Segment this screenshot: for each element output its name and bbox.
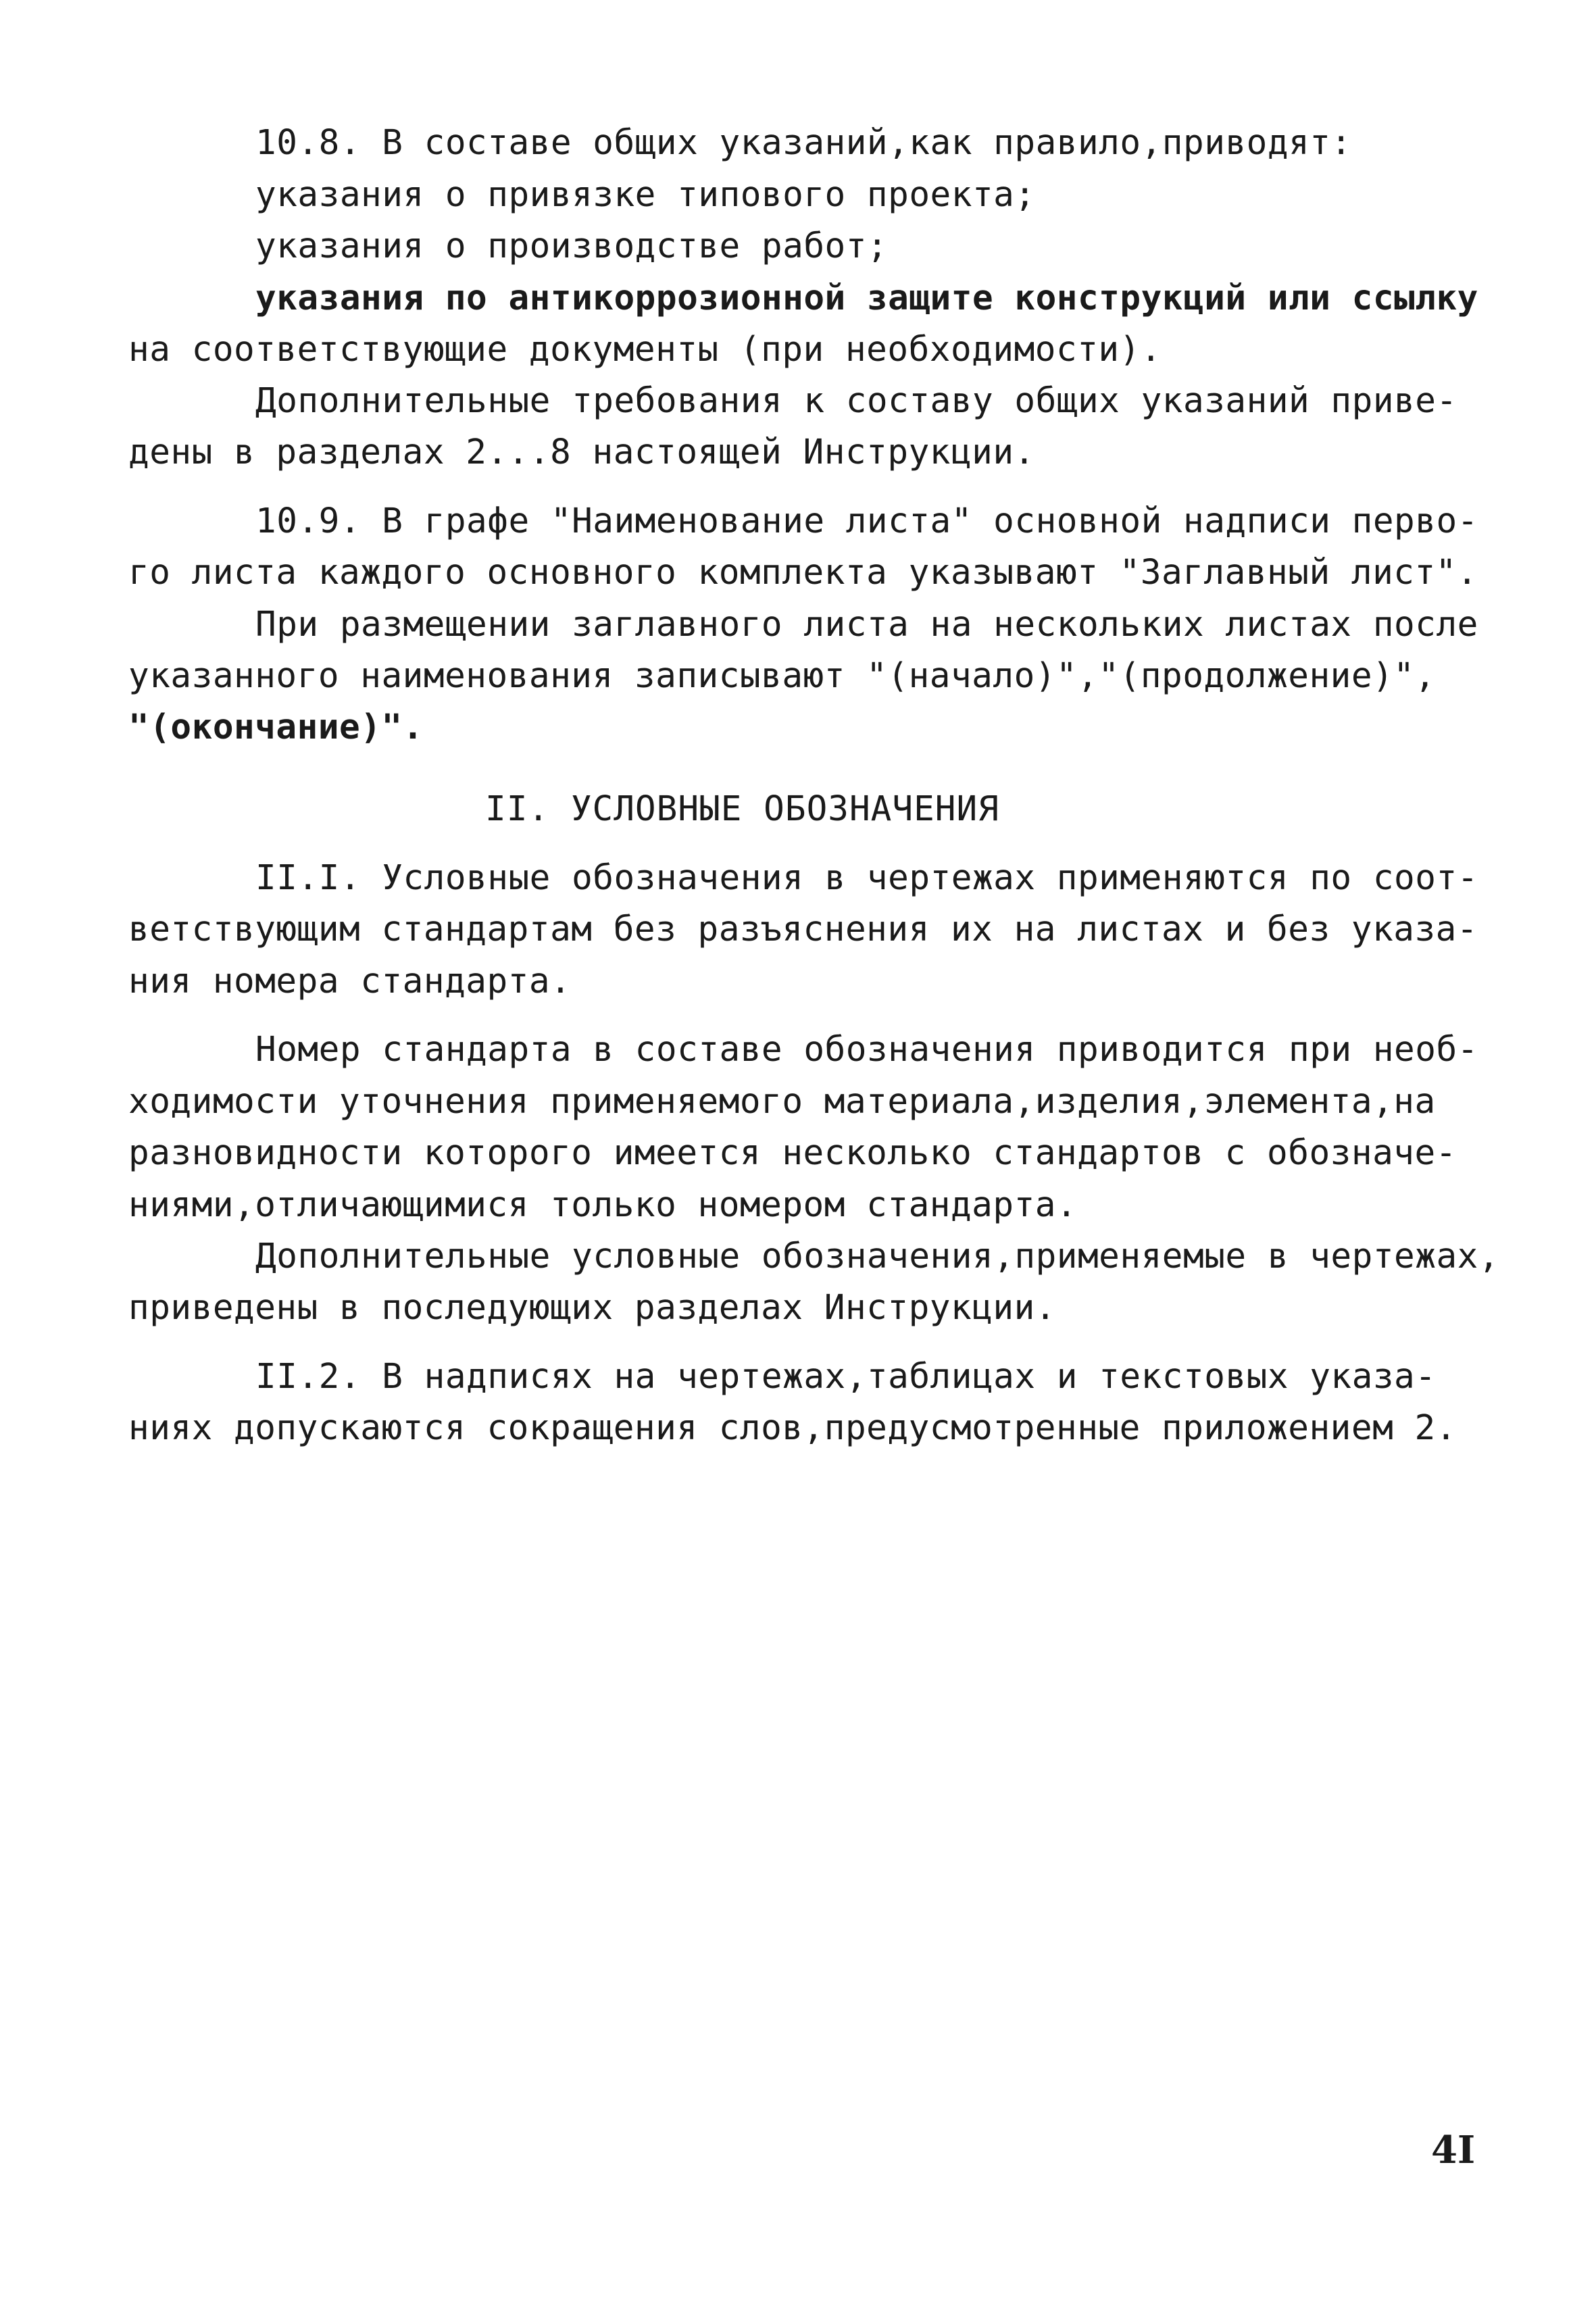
text-line: II.I. Условные обозначения в чертежах применяются по соот- (255, 858, 1478, 898)
text-line: Номер стандарта в составе обозначения приводится при необ- (255, 1030, 1478, 1070)
text-line: на соответствующие документы (при необходимости). (128, 330, 1162, 370)
text-line: "(окончание)". (128, 707, 424, 747)
section-heading: II. УСЛОВНЫЕ ОБОЗНАЧЕНИЯ (485, 789, 999, 829)
text-line: ния номера стандарта. (128, 962, 572, 1001)
text-line: го листа каждого основного комплекта указывают "Заглавный лист". (128, 553, 1478, 593)
text-line: дены в разделах 2...8 настоящей Инструкции. (128, 432, 1035, 472)
text-line: указания о производстве работ; (255, 226, 889, 266)
text-line: II.2. В надписях на чертежах,таблицах и текстовых указа- (255, 1357, 1437, 1397)
text-line: Дополнительные требования к составу общих указаний приве- (255, 381, 1457, 421)
text-line: 10.9. В графе "Наименование листа" основной надписи перво- (255, 501, 1478, 541)
text-line: ветствующим стандартам без разъяснения их на листах и без указа- (128, 910, 1478, 949)
text-line: ниями,отличающимися только номером стандарта. (128, 1185, 1078, 1225)
text-line: указания по антикоррозионной защите конструкций или ссылку (255, 278, 1478, 318)
text-line: указания о привязке типового проекта; (255, 175, 1036, 215)
text-line: приведены в последующих разделах Инструкции. (128, 1288, 1057, 1328)
page-number: 4I (1431, 2128, 1476, 2172)
text-line: указанного наименования записывают "(начало)","(продолжение)", (128, 656, 1436, 696)
text-line: ходимости уточнения применяемого материала,изделия,элемента,на (128, 1082, 1436, 1122)
text-line: 10.8. В составе общих указаний,как правило,приводят: (255, 123, 1352, 163)
text-line: ниях допускаются сокращения слов,предусмотренные приложением 2. (128, 1408, 1457, 1448)
text-line: разновидности которого имеется несколько стандартов с обозначе- (128, 1133, 1457, 1173)
text-line: При размещении заглавного листа на нескольких листах после (255, 605, 1478, 645)
text-line: Дополнительные условные обозначения,применяемые в чертежах, (255, 1237, 1500, 1276)
